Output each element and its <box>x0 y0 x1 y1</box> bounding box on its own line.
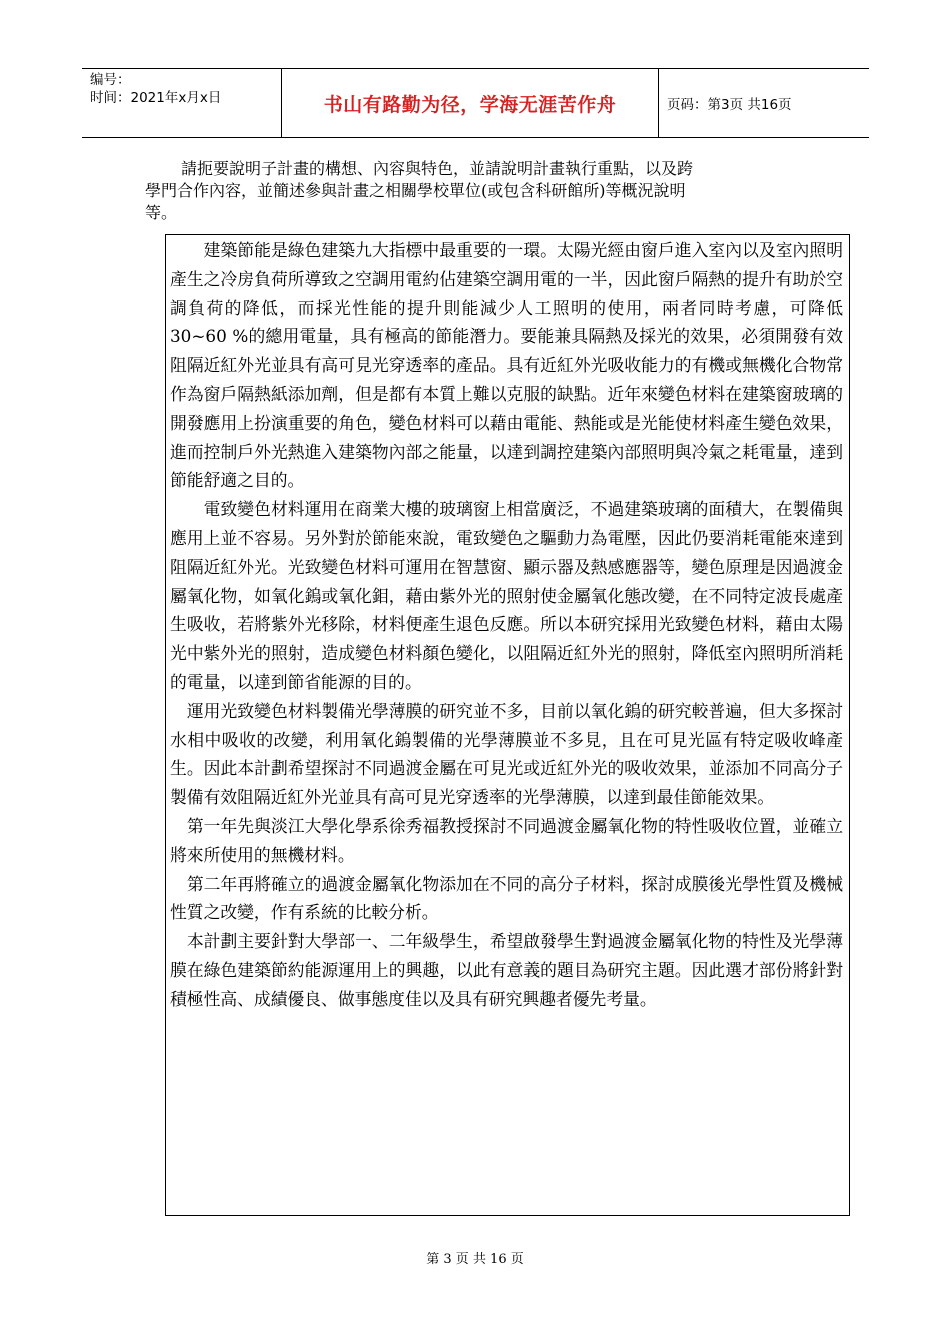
content-box <box>165 234 850 1216</box>
section-instruction <box>145 158 825 224</box>
instruction-line: 學門合作內容，並簡述參與計畫之相關學校單位(或包含科研館所)等概況說明 <box>145 181 686 200</box>
body-paragraph: 第一年先與淡江大學化學系徐秀福教授探討不同過渡金屬氧化物的特性吸收位置，並確立將來所使用的無機材料。 <box>170 815 843 865</box>
header-page-cell <box>659 69 869 137</box>
body-paragraph: 本計劃主要針對大學部一、二年級學生，希望啟發學生對過渡金屬氧化物的特性及光學薄膜在綠色建築節約能源運用上的興趣，以此有意義的題目為研究主題。因此選才部份將針對積極性高、成績優良、做事態度佳以及具有研究興趣者優先考量。 <box>170 931 843 1009</box>
page-footer: 第 3 页 共 16 页 <box>426 1252 524 1267</box>
header-page-number: 页码：第3页 共16页 <box>667 97 792 113</box>
body-paragraph: 電致變色材料運用在商業大樓的玻璃窗上相當廣泛，不過建築玻璃的面積大，在製備與應用上並不容易。另外對於節能來說，電致變色之驅動力為電壓，因此仍要消耗電能來達到阻隔近紅外光。光致變色材料可運用在智慧窗、顯示器及熱感應器等，變色原理是因過渡金屬氧化物，如氧化鎢或氧化鉬，藉由紫外光的照射使金屬氧化態改變，在不同特定波長處產生吸收，若將紫外光移除，材料便產生退色反應。所以本研究採用光致變色材料，藉由太陽光中紫外光的照射，造成變色材料顏色變化，以阻隔近紅外光的照射，降低室內照明所消耗的電量，以達到節省能源的目的。 <box>170 499 843 692</box>
instruction-line: 等。 <box>145 203 178 222</box>
body-paragraph: 運用光致變色材料製備光學薄膜的研究並不多，目前以氧化鎢的研究較普遍，但大多探討水相中吸收的改變，利用氧化鎢製備的光學薄膜並不多見，且在可見光區有特定吸收峰產生。因此本計劃希望探討不同過渡金屬在可見光或近紅外光的吸收效果，並添加不同高分子製備有效阻隔近紅外光並具有高可見光穿透率的光學薄膜，以達到最佳節能效果。 <box>170 700 843 808</box>
instruction-line: 請扼要說明子計畫的構想、內容與特色，並請說明計畫執行重點，以及跨 <box>181 159 694 178</box>
document-number-label: 编号： <box>90 72 131 88</box>
page-header <box>82 68 869 138</box>
document-time-label: 时间：2021年x月x日 <box>90 90 222 106</box>
body-paragraph: 建築節能是綠色建築九大指標中最重要的一環。太陽光經由窗戶進入室內以及室內照明產生之冷房負荷所導致之空調用電約佔建築空調用電的一半，因此窗戶隔熱的提升有助於空調負荷的降低，而採光性能的提升則能減少人工照明的使用，兩者同時考慮，可降低30~60 %的總用電量，具有極高的節能潛力。要能兼具隔熱及採光的效果，必須開發有效阻隔近紅外光並具有高可見光穿透率的產品。具有近紅外光吸收能力的有機或無機化合物常作為窗戶隔熱紙添加劑，但是都有本質上難以克服的缺點。近年來變色材料在建築窗玻璃的開發應用上扮演重要的角色，變色材料可以藉由電能、熱能或是光能使材料產生變色效果，進而控制戶外光熱進入建築物內部之能量，以達到調控建築內部照明與冷氣之耗電量，達到節能舒適之目的。 <box>170 240 843 491</box>
header-meta <box>82 69 282 137</box>
header-motto-cell <box>282 69 659 137</box>
header-motto: 书山有路勤为径，学海无涯苦作舟 <box>323 93 617 116</box>
body-paragraph: 第二年再將確立的過渡金屬氧化物添加在不同的高分子材料，探討成膜後光學性質及機械性質之改變，作有系統的比較分析。 <box>170 873 843 923</box>
